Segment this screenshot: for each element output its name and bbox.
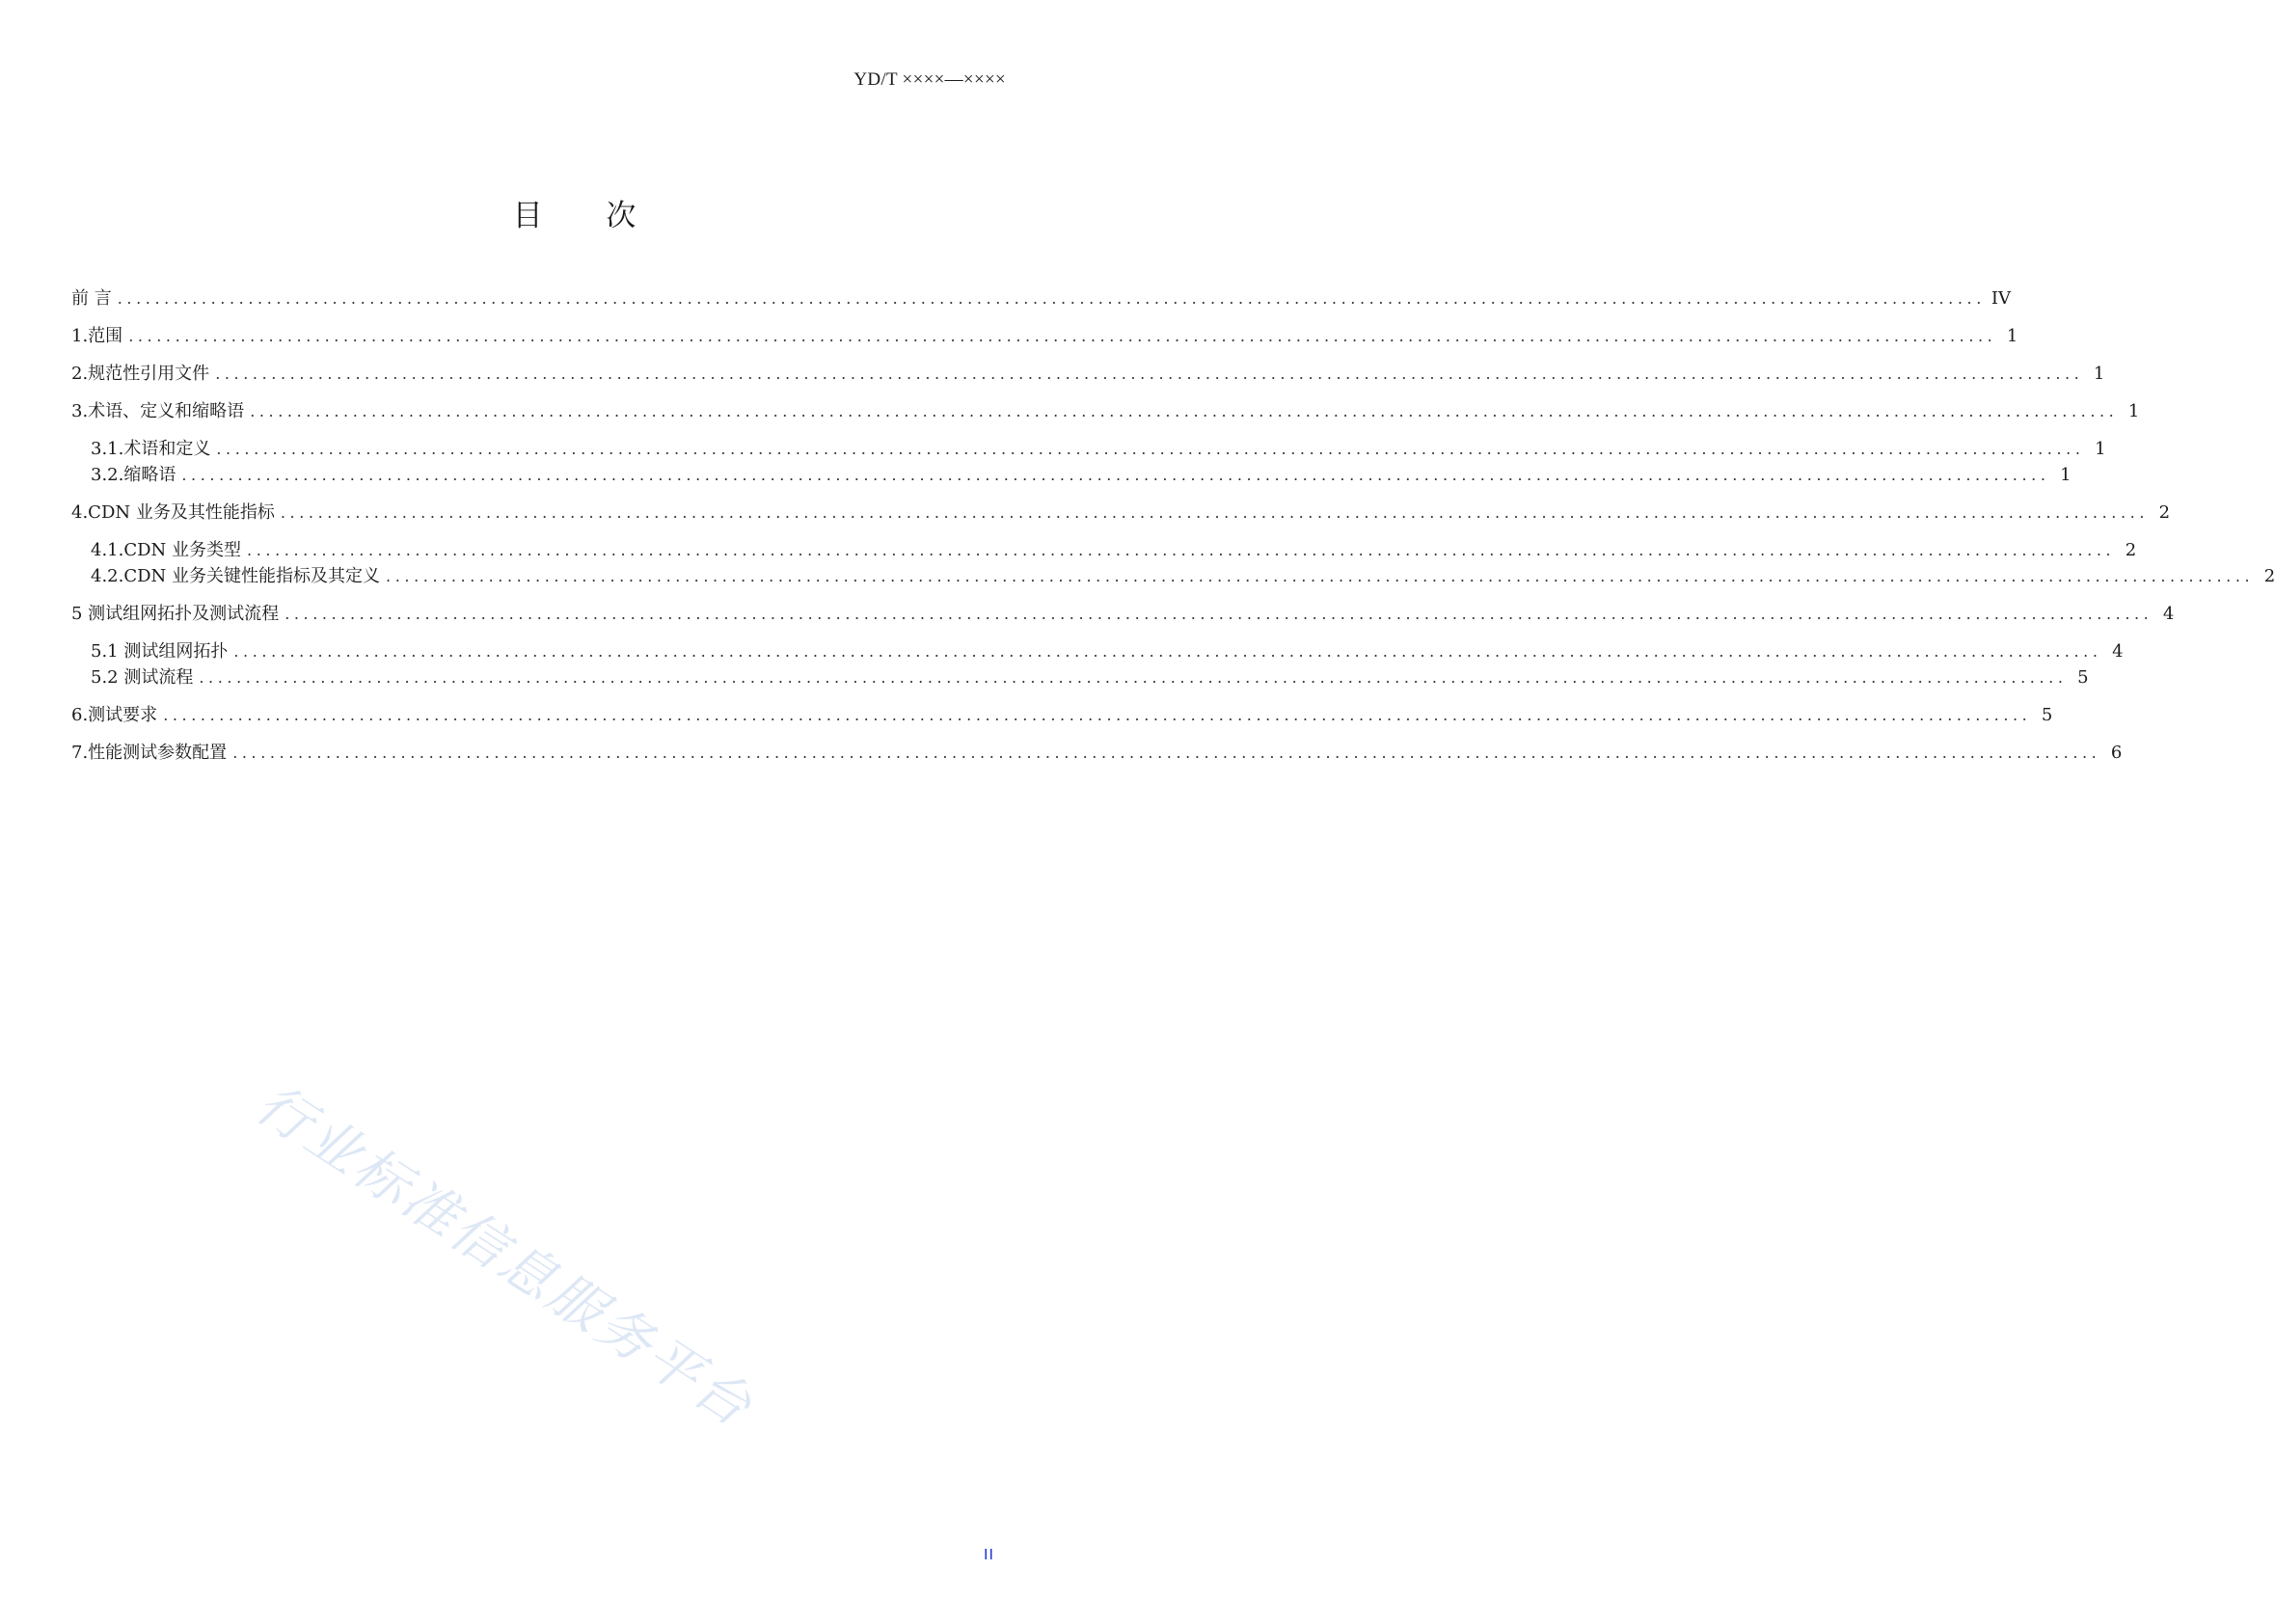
toc-entry-label: 5.1 测试组网拓扑	[91, 641, 229, 662]
toc-entry-test-requirements[interactable]	[71, 704, 2053, 727]
toc-entry-cdn-services[interactable]	[71, 501, 2171, 525]
toc-entry-test-process[interactable]	[91, 666, 2089, 690]
toc-entry-label: 4.1.CDN 业务类型	[91, 540, 242, 560]
toc-entry-abbreviations[interactable]	[91, 464, 2072, 487]
toc-entry-label: 3.1.术语和定义	[91, 439, 211, 459]
toc-entry-label: 3.术语、定义和缩略语	[71, 401, 245, 421]
toc-entry-cdn-kpi[interactable]	[91, 565, 2275, 588]
dot-leader: ........................................................................................................................................................................................................	[216, 440, 2085, 458]
toc-entry-label: 4.CDN 业务及其性能指标	[71, 502, 275, 523]
toc-entry-test-topology-process[interactable]	[71, 603, 2175, 626]
dot-leader: ........................................................................................................................................................................................................	[280, 503, 2150, 522]
toc-entry-page: IV	[1991, 288, 2012, 309]
dot-leader: ........................................................................................................................................................................................................	[250, 402, 2119, 420]
toc-entry-label: 1.范围	[71, 326, 123, 346]
toc-entry-page: 2	[2125, 540, 2137, 560]
toc-entry-label: 3.2.缩略语	[91, 465, 176, 485]
toc-entry-page: 1	[2093, 364, 2105, 384]
toc-entry-performance-config[interactable]	[71, 742, 2123, 765]
toc-entry-page: 2	[2158, 502, 2171, 523]
toc-entry-page: 1	[2127, 401, 2140, 421]
toc-entry-label: 5.2 测试流程	[91, 667, 194, 688]
toc-entry-label: 7.性能测试参数配置	[71, 743, 228, 763]
toc-entry-page: 5	[2041, 705, 2053, 725]
toc-entry-label: 5 测试组网拓扑及测试流程	[71, 604, 280, 624]
toc-entry-terms[interactable]	[91, 438, 2106, 461]
toc-entry-page: 5	[2077, 667, 2089, 688]
dot-leader: ........................................................................................................................................................................................................	[117, 289, 1986, 308]
toc-entry-page: 4	[2162, 604, 2175, 624]
toc-entry-label: 4.2.CDN 业务关键性能指标及其定义	[91, 566, 381, 586]
document-code: YD/T ××××—××××	[853, 69, 1006, 90]
toc-entry-page: 1	[2095, 439, 2106, 459]
dot-leader: ........................................................................................................................................................................................................	[181, 466, 2050, 484]
toc-entry-normative-references[interactable]	[71, 363, 2105, 386]
dot-leader: ........................................................................................................................................................................................................	[163, 706, 2032, 724]
toc-entry-page: 2	[2263, 566, 2275, 586]
toc-title: 目 次	[512, 199, 664, 233]
dot-leader: ........................................................................................................................................................................................................	[247, 541, 2116, 559]
toc-entry-label: 6.测试要求	[71, 705, 158, 725]
toc-entry-foreword[interactable]	[71, 287, 2012, 311]
dot-leader: ........................................................................................................................................................................................................	[199, 668, 2068, 687]
dot-leader: ........................................................................................................................................................................................................	[232, 744, 2101, 762]
toc-entry-test-topology[interactable]	[91, 640, 2124, 663]
toc-entry-cdn-service-types[interactable]	[91, 539, 2137, 562]
dot-leader: ........................................................................................................................................................................................................	[233, 642, 2102, 661]
toc-entry-page: 1	[2060, 465, 2072, 485]
dot-leader: ........................................................................................................................................................................................................	[215, 365, 2084, 383]
toc-entry-page: 6	[2110, 743, 2123, 763]
dot-leader: ........................................................................................................................................................................................................	[284, 605, 2153, 623]
toc-entry-label: 2.规范性引用文件	[71, 364, 210, 384]
toc-entry-terms-definitions[interactable]	[71, 400, 2140, 423]
toc-entry-page: 1	[2006, 326, 2018, 346]
toc-entry-scope[interactable]	[71, 325, 2018, 348]
toc-entry-label: 前 言	[71, 288, 112, 309]
dot-leader: ........................................................................................................................................................................................................	[386, 567, 2255, 585]
page-number: II	[984, 1547, 994, 1563]
watermark: 行业标准信息服务平台	[245, 1072, 765, 1441]
dot-leader: ........................................................................................................................................................................................................	[128, 327, 1997, 345]
toc-entry-page: 4	[2112, 641, 2124, 662]
